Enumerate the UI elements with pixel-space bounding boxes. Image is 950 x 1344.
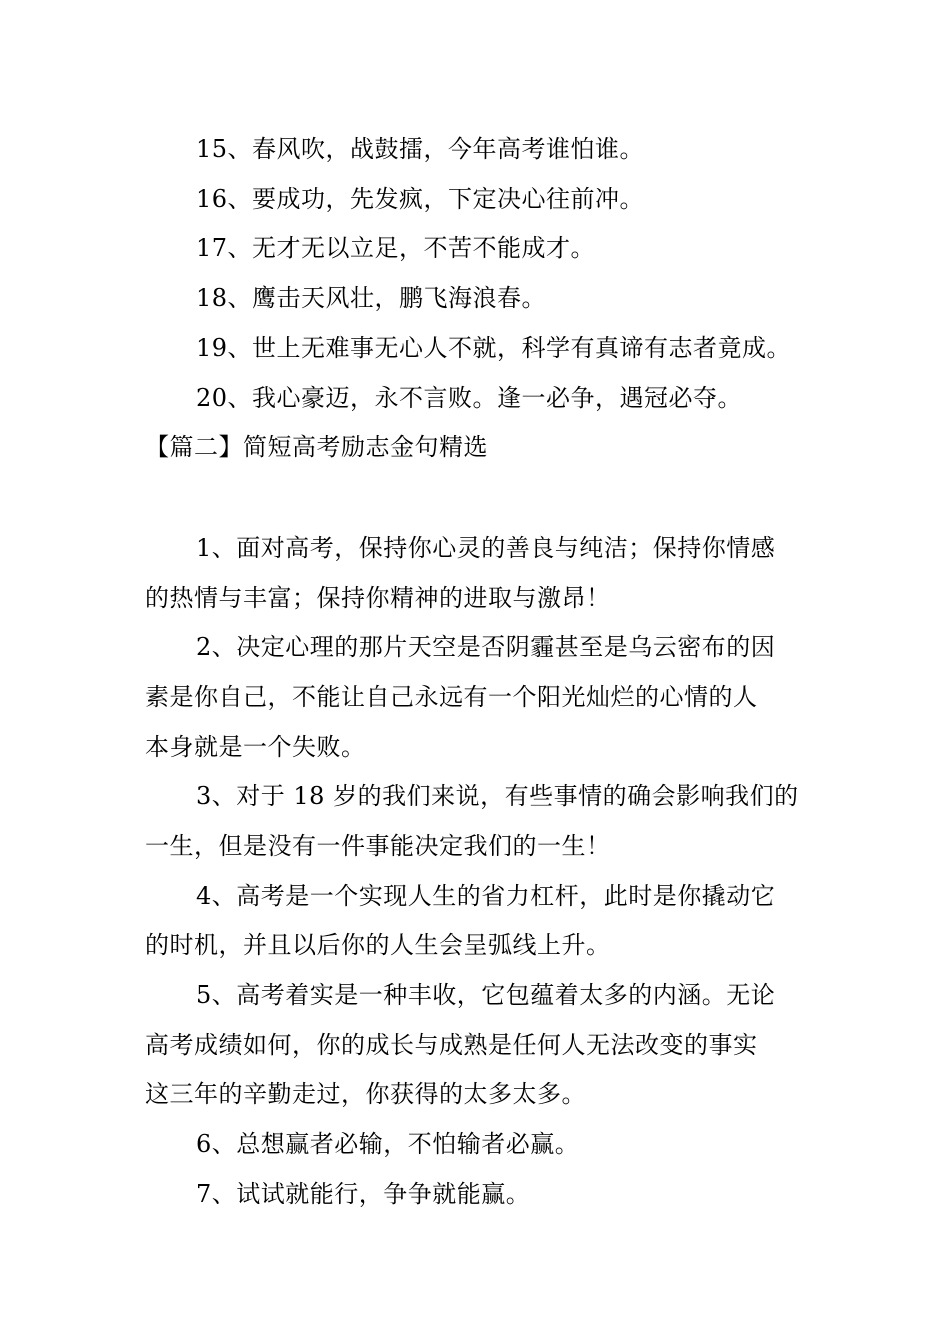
- paragraph-line: 素是你自己，不能让自己永远有一个阳光灿烂的心情的人: [145, 683, 758, 711]
- paragraph-line: 的热情与丰富；保持你精神的进取与激昂！: [145, 584, 611, 612]
- list-item-19: 19、世上无难事无心人不就，科学有真谛有志者竟成。: [196, 334, 792, 362]
- paragraph-line: 高考成绩如何，你的成长与成熟是任何人无法改变的事实: [145, 1031, 758, 1059]
- list-item-20: 20、我心豪迈，永不言败。逢一必争，遇冠必夺。: [196, 384, 743, 412]
- paragraph-line: 一生，但是没有一件事能决定我们的一生！: [145, 832, 611, 860]
- list-item-18: 18、鹰击天风壮，鹏飞海浪春。: [196, 284, 547, 312]
- list-item-16: 16、要成功，先发疯，下定决心往前冲。: [196, 185, 645, 213]
- paragraph-line: 7、试试就能行，争争就能赢。: [196, 1180, 531, 1208]
- list-item-17: 17、无才无以立足，不苦不能成才。: [196, 234, 596, 262]
- list-item-15: 15、春风吹，战鼓擂，今年高考谁怕谁。: [196, 135, 645, 163]
- paragraph-line: 2、决定心理的那片天空是否阴霾甚至是乌云密布的因: [196, 633, 776, 661]
- paragraph-line: 的时机，并且以后你的人生会呈弧线上升。: [145, 931, 611, 959]
- paragraph-line: 5、高考着实是一种丰收，它包蕴着太多的内涵。无论: [196, 981, 776, 1009]
- paragraph-line: 4、高考是一个实现人生的省力杠杆，此时是你撬动它: [196, 882, 776, 910]
- paragraph-line: 这三年的辛勤走过，你获得的太多太多。: [145, 1080, 586, 1108]
- paragraph-line: 本身就是一个失败。: [145, 733, 366, 761]
- paragraph-line: 3、对于 18 岁的我们来说，有些事情的确会影响我们的: [196, 782, 799, 810]
- section-heading: 【篇二】简短高考励志金句精选: [145, 433, 488, 461]
- paragraph-line: 1、面对高考，保持你心灵的善良与纯洁；保持你情感: [196, 534, 776, 562]
- paragraph-line: 6、总想赢者必输，不怕输者必赢。: [196, 1130, 580, 1158]
